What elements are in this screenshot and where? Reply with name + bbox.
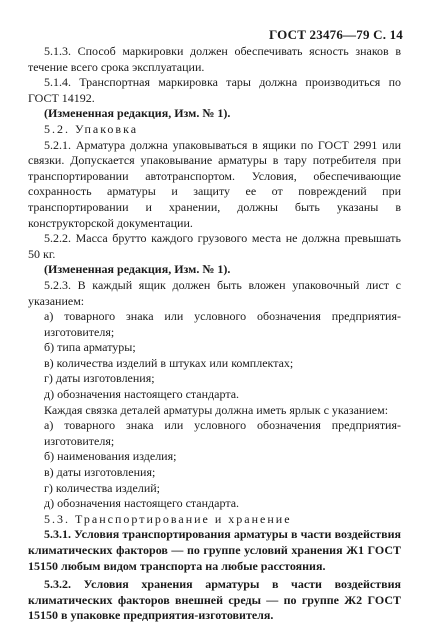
paragraph-5-2-3: 5.2.3. В каждый ящик должен быть вложен упаковочный лист с указанием: [28, 277, 401, 308]
document-body [28, 44, 401, 624]
list-item: г) количества изделий; [44, 480, 160, 495]
paragraph-5-2-1: 5.2.1. Арматура должна упаковываться в ящики по ГОСТ 2991 или связки. Допускается упаковывание арматуры в тару потребителя при транспортировании автотранспортом. Условия, обеспечивающие сохранность арматуры и защиту ее от повреждений при транспортировании и хранении, должны быть указаны в конструкторской документации. [28, 137, 401, 230]
paragraph-5-3-1: 5.3.1. Условия транспортирования арматуры в части воздействия климатических факторов — по группе условий хранения Ж1 ГОСТ 15150 любым видом транспорта на любые расстояния. [28, 527, 401, 573]
paragraph-label-bundle: Каждая связка деталей арматуры должна иметь ярлык с указанием: [44, 402, 389, 417]
revision-note: (Измененная редакция, Изм. № 1). [44, 106, 231, 121]
list-item: в) количества изделий в штуках или комплектах; [44, 355, 294, 370]
list-item: д) обозначения настоящего стандарта. [44, 387, 240, 402]
section-heading-packaging: 5.2. Упаковка [44, 121, 139, 136]
page-header: ГОСТ 23476—79 С. 14 [269, 27, 403, 42]
list-item: б) типа арматуры; [44, 340, 136, 355]
paragraph-5-3-2: 5.3.2. Условия хранения арматуры в части воздействия климатических факторов внешней среды — по группе Ж2 ГОСТ 15150 в упаковке предприятия-изготовителя. [28, 577, 401, 623]
list-item: б) наименования изделия; [44, 449, 177, 464]
list-item: г) даты изготовления; [44, 371, 155, 386]
section-heading-transport: 5.3. Транспортирование и хранение [44, 511, 292, 526]
list-item: д) обозначения настоящего стандарта. [44, 496, 240, 511]
revision-note: (Измененная редакция, Изм. № 1). [44, 262, 231, 277]
list-item: а) товарного знака или условного обозначения предприятия-изготовителя; [44, 309, 401, 339]
list-item: а) товарного знака или условного обозначения предприятия-изготовителя; [44, 418, 401, 448]
paragraph-5-1-4: 5.1.4. Транспортная маркировка тары должна производиться по ГОСТ 14192. [28, 75, 401, 105]
list-item: в) даты изготовления; [44, 465, 156, 480]
paragraph-5-2-2: 5.2.2. Масса брутто каждого грузового места не должна превышать 50 кг. [28, 231, 401, 261]
paragraph-5-1-3: 5.1.3. Способ маркировки должен обеспечивать ясность знаков в течение всего срока эксплуатации. [28, 44, 401, 74]
